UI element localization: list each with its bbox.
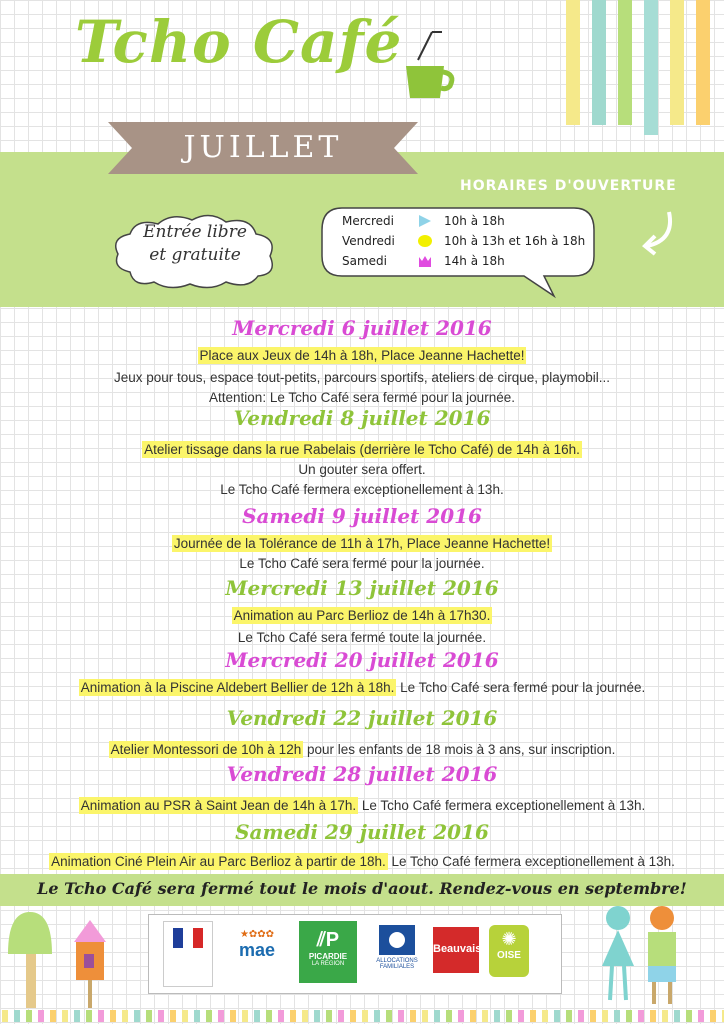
- circle-marker-icon: [418, 234, 432, 248]
- event-line: Animation au PSR à Saint Jean de 14h à 17h. Le Tcho Café fermera exceptionellement à 13h.: [80, 798, 646, 813]
- decor-dash: [710, 1010, 716, 1022]
- decor-dash: [602, 1010, 608, 1022]
- decor-dash: [362, 1010, 368, 1022]
- decor-dash: [170, 1010, 176, 1022]
- oise-logo: ✺ OISE: [489, 925, 529, 977]
- event-date: Mercredi 6 juillet 2016: [232, 316, 492, 340]
- beauvais-logo: Beauvais: [433, 927, 479, 973]
- decor-dash: [422, 1010, 428, 1022]
- decor-dash: [230, 1010, 236, 1022]
- decor-dash: [638, 1010, 644, 1022]
- decor-dash: [374, 1010, 380, 1022]
- decor-dash: [578, 1010, 584, 1022]
- event-line: Atelier tissage dans la rue Rabelais (derrière le Tcho Café) de 14h à 16h.: [144, 442, 580, 457]
- mae-logo: ★✿✿✿ mae: [238, 929, 276, 960]
- flag-icon: [173, 928, 203, 948]
- hours-time-fri: 10h à 13h et 16h à 18h: [444, 234, 586, 248]
- decor-dash: [614, 1010, 620, 1022]
- decor-stripe: [566, 0, 580, 125]
- decor-stripe: [696, 0, 710, 125]
- decor-stripe: [592, 0, 606, 125]
- decor-dash: [290, 1010, 296, 1022]
- decor-dash: [134, 1010, 140, 1022]
- event-date: Vendredi 28 juillet 2016: [226, 762, 498, 786]
- decor-stripe: [618, 0, 632, 125]
- decor-dash: [62, 1010, 68, 1022]
- decor-dash: [2, 1010, 8, 1022]
- event-date: Mercredi 13 juillet 2016: [225, 576, 499, 600]
- decor-stripe: [670, 0, 684, 125]
- mushroom-house-illustration: [4, 912, 124, 1008]
- event-line: Animation Ciné Plein Air au Parc Berlioz à partir de 18h. Le Tcho Café fermera exceptionellement à 13h.: [51, 854, 675, 869]
- event-line: Atelier Montessori de 10h à 12h pour les enfants de 18 mois à 3 ans, sur inscription.: [110, 742, 616, 757]
- decor-dash: [458, 1010, 464, 1022]
- closure-notice: Le Tcho Café sera fermé tout le mois d'aout. Rendez-vous en septembre!: [37, 879, 687, 898]
- event-line: Jeux pour tous, espace tout-petits, parcours sportifs, ateliers de cirque, playmobil...: [114, 370, 610, 385]
- decor-dash: [350, 1010, 356, 1022]
- decor-dash: [206, 1010, 212, 1022]
- decor-dash: [254, 1010, 260, 1022]
- hours-time-wed: 10h à 18h: [444, 214, 505, 228]
- decor-dash: [662, 1010, 668, 1022]
- decor-dash: [74, 1010, 80, 1022]
- decor-dash: [686, 1010, 692, 1022]
- event-line: Journée de la Tolérance de 11h à 17h, Place Jeanne Hachette!: [173, 536, 551, 551]
- decor-dash: [182, 1010, 188, 1022]
- opening-hours-title: HORAIRES D'OUVERTURE: [460, 178, 677, 194]
- decor-dash: [86, 1010, 92, 1022]
- decor-dash: [542, 1010, 548, 1022]
- event-line: Attention: Le Tcho Café sera fermé pour la journée.: [209, 390, 515, 405]
- decor-dash: [626, 1010, 632, 1022]
- prefecture-logo: [163, 921, 213, 987]
- decor-dash: [494, 1010, 500, 1022]
- decor-dash: [302, 1010, 308, 1022]
- decor-stripe: [644, 0, 658, 135]
- decor-dash: [338, 1010, 344, 1022]
- decor-dash: [518, 1010, 524, 1022]
- event-date: Mercredi 20 juillet 2016: [225, 648, 499, 672]
- picardie-logo: ⫽P PICARDIE LA RÉGION: [299, 921, 357, 983]
- triangle-marker-icon: [418, 214, 432, 228]
- entree-text-line1: Entrée libre: [143, 222, 247, 242]
- decor-dash: [98, 1010, 104, 1022]
- event-line: Animation au Parc Berlioz de 14h à 17h30.: [233, 608, 491, 623]
- decor-dash: [698, 1010, 704, 1022]
- cup-icon: [398, 28, 458, 108]
- decor-dash: [146, 1010, 152, 1022]
- decor-dash: [122, 1010, 128, 1022]
- hours-day-wed: Mercredi: [342, 214, 395, 228]
- decor-dash: [314, 1010, 320, 1022]
- hours-day-sat: Samedi: [342, 254, 387, 268]
- decor-dash: [482, 1010, 488, 1022]
- decor-dash: [158, 1010, 164, 1022]
- hours-day-fri: Vendredi: [342, 234, 395, 248]
- caf-icon: [379, 925, 415, 955]
- decor-dash: [50, 1010, 56, 1022]
- decor-dash: [530, 1010, 536, 1022]
- event-date: Samedi 9 juillet 2016: [242, 504, 482, 528]
- decor-dash: [650, 1010, 656, 1022]
- decor-dash: [278, 1010, 284, 1022]
- month-label: JUILLET: [183, 130, 343, 165]
- bottom-decor-stripes: [0, 1008, 724, 1024]
- decor-dash: [410, 1010, 416, 1022]
- event-line: Animation à la Piscine Aldebert Bellier de 12h à 18h. Le Tcho Café sera fermé pour la journée.: [80, 680, 646, 695]
- decor-dash: [434, 1010, 440, 1022]
- event-line: Le Tcho Café sera fermé pour la journée.: [239, 556, 485, 571]
- event-date: Samedi 29 juillet 2016: [235, 820, 489, 844]
- hours-time-sat: 14h à 18h: [444, 254, 505, 268]
- event-line: Place aux Jeux de 14h à 18h, Place Jeanne Hachette!: [199, 348, 525, 363]
- decor-dash: [326, 1010, 332, 1022]
- decor-dash: [242, 1010, 248, 1022]
- decor-dash: [506, 1010, 512, 1022]
- decor-dash: [398, 1010, 404, 1022]
- decor-dash: [470, 1010, 476, 1022]
- decor-dash: [26, 1010, 32, 1022]
- decor-dash: [386, 1010, 392, 1022]
- decor-dash: [218, 1010, 224, 1022]
- people-illustration: [594, 904, 714, 1008]
- decor-dash: [554, 1010, 560, 1022]
- decor-dash: [590, 1010, 596, 1022]
- cafe-title: Tcho Café: [75, 8, 403, 76]
- curved-arrow-icon: [635, 208, 677, 258]
- decor-dash: [194, 1010, 200, 1022]
- event-date: Vendredi 22 juillet 2016: [226, 706, 498, 730]
- decor-dash: [14, 1010, 20, 1022]
- decor-dash: [38, 1010, 44, 1022]
- decor-dash: [674, 1010, 680, 1022]
- event-line: Le Tcho Café fermera exceptionellement à 13h.: [220, 482, 504, 497]
- crown-marker-icon: [418, 254, 432, 268]
- entree-text-line2: et gratuite: [149, 245, 241, 265]
- event-date: Vendredi 8 juillet 2016: [233, 406, 491, 430]
- event-line: Le Tcho Café sera fermé toute la journée.: [237, 630, 487, 645]
- decor-dash: [110, 1010, 116, 1022]
- decor-dash: [446, 1010, 452, 1022]
- partner-logos-box: [148, 914, 562, 994]
- caf-logo: ALLOCATIONS FAMILIALES: [367, 925, 427, 981]
- event-line: Un gouter sera offert.: [298, 462, 426, 477]
- decor-dash: [566, 1010, 572, 1022]
- decor-dash: [266, 1010, 272, 1022]
